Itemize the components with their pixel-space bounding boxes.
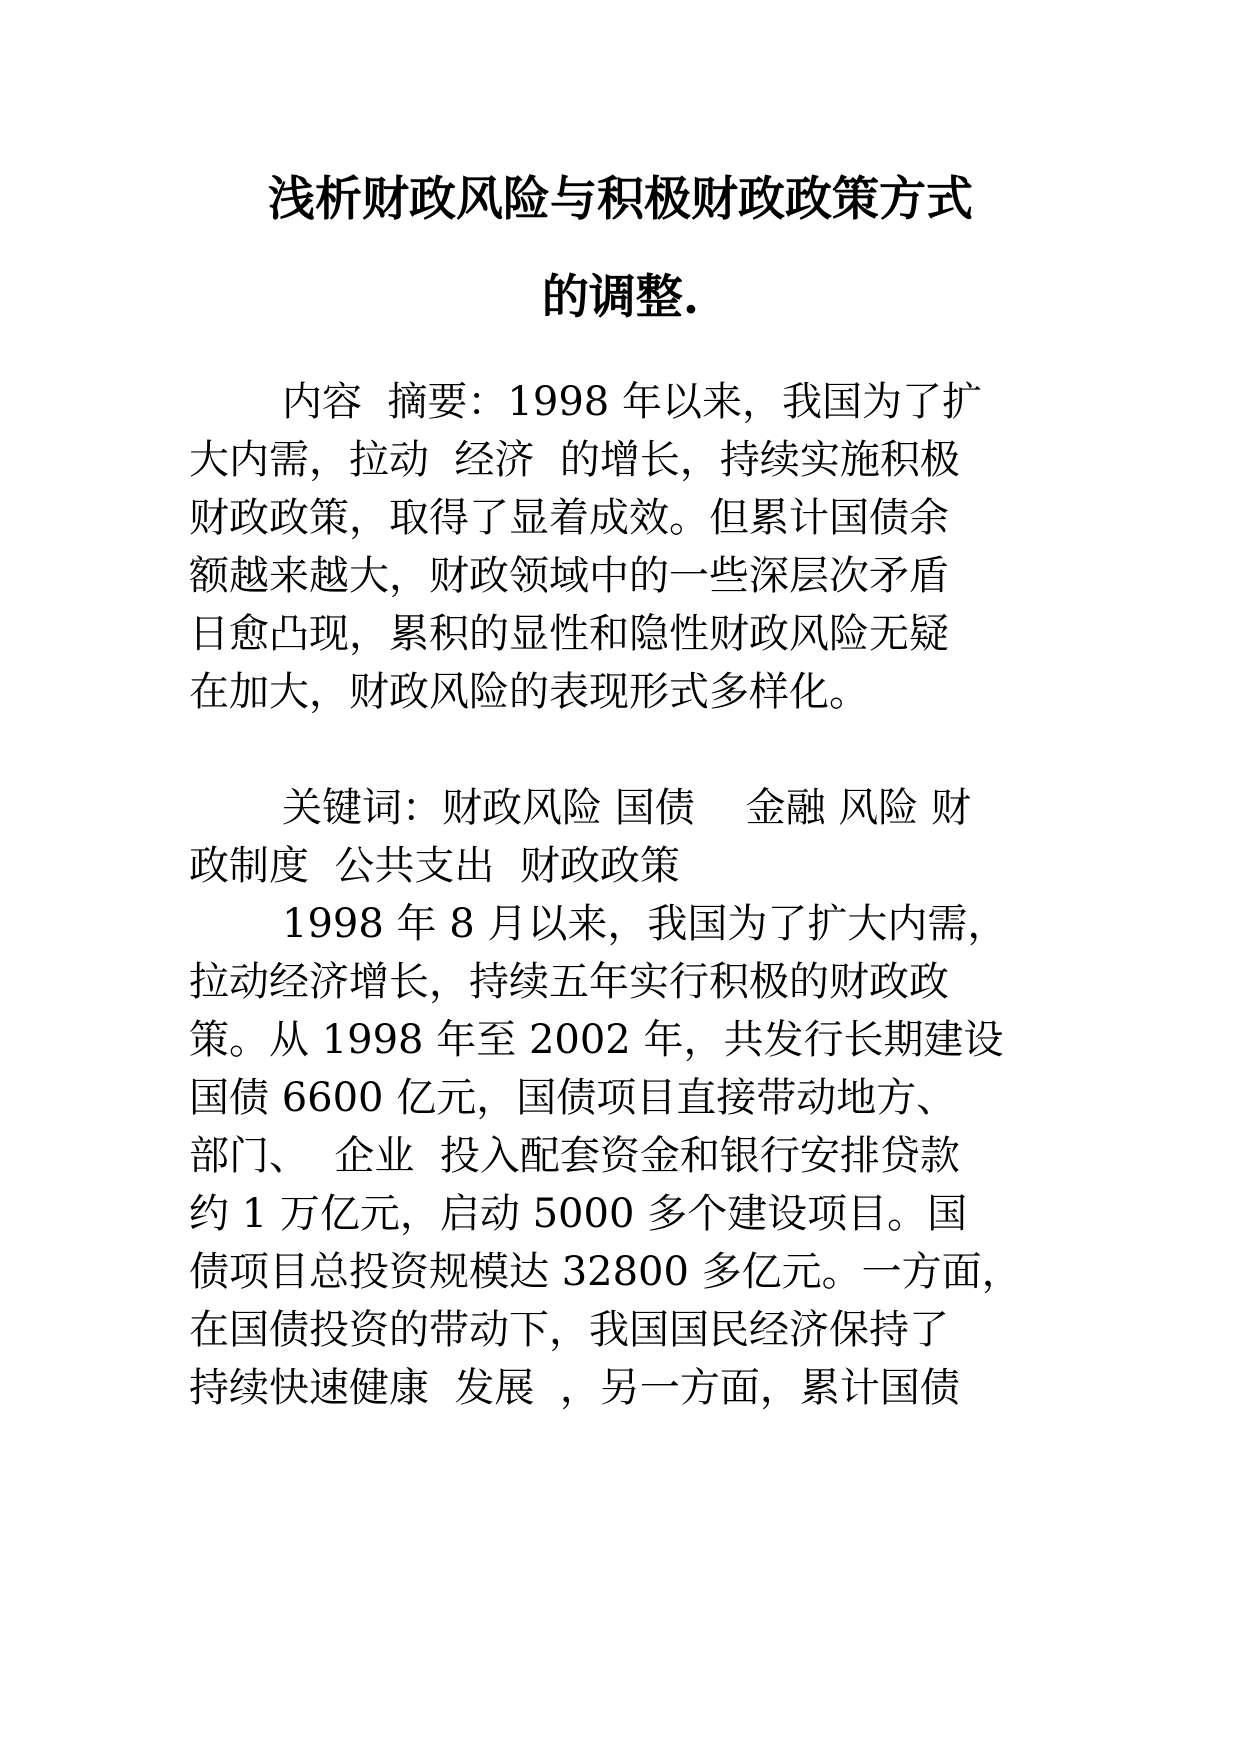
- abstract-line: 日愈凸现，累积的显性和隐性财政风险无疑: [189, 611, 949, 657]
- abstract-line: 在加大，财政风险的表现形式多样化。: [189, 669, 869, 715]
- body-line: 国债 6600 亿元，国债项目直接带动地方、: [189, 1075, 957, 1121]
- keywords-line: 政制度 公共支出 财政政策: [189, 843, 680, 889]
- document-title-line-1: 浅析财政风险与积极财政政策方式: [268, 172, 973, 227]
- body-line: 部门、 企业 投入配套资金和银行安排贷款: [189, 1133, 960, 1179]
- body-line: 1998 年 8 月以来，我国为了扩大内需，: [282, 901, 1008, 947]
- body-line: 持续快速健康 发展 ，另一方面，累计国债: [189, 1365, 960, 1411]
- keywords-line: 关键词：财政风险 国债 金融 风险 财: [282, 785, 972, 831]
- abstract-line: 内容 摘要：1998 年以来，我国为了扩: [282, 379, 982, 425]
- body-line: 拉动经济增长，持续五年实行积极的财政政: [189, 959, 949, 1005]
- document-title-line-2: 的调整.: [541, 270, 700, 325]
- abstract-line: 大内需，拉动 经济 的增长，持续实施积极: [189, 437, 960, 483]
- body-line: 债项目总投资规模达 32800 多亿元。一方面，: [189, 1249, 1022, 1295]
- abstract-line: 财政政策，取得了显着成效。但累计国债余: [189, 495, 949, 541]
- body-line: 约 1 万亿元，启动 5000 多个建设项目。国: [189, 1191, 968, 1237]
- body-line: 策。从 1998 年至 2002 年，共发行长期建设: [189, 1017, 1004, 1063]
- abstract-line: 额越来越大，财政领域中的一些深层次矛盾: [189, 553, 949, 599]
- body-line: 在国债投资的带动下，我国国民经济保持了: [189, 1307, 949, 1353]
